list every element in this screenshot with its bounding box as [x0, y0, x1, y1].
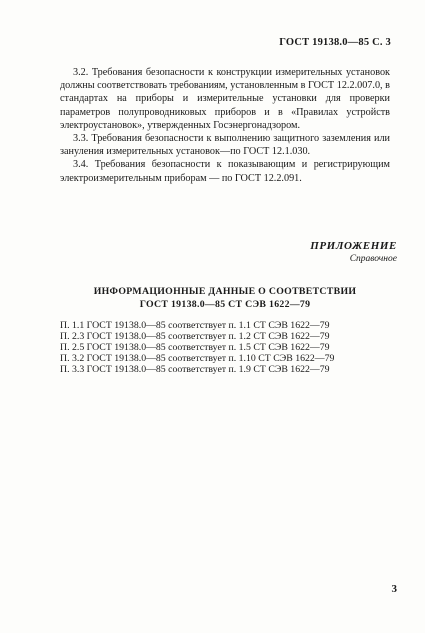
page-header: ГОСТ 19138.0—85 С. 3: [279, 37, 391, 48]
paragraph-3-2: 3.2. Требования безопасности к конструкции измерительных установок должны соответствовать требованиям, установленным в ГОСТ 12.2.007.0, в стандартах на приборы и измерительные установки для проверки параметров полупроводниковых приборов и в «Правилах устройств электроустановок», утвержденных Госэнергонадзором.: [60, 67, 390, 131]
appendix-subtitle: Справочное: [349, 254, 397, 264]
correspondence-row: П. 3.3 ГОСТ 19138.0—85 соответствует п. 1.9 СТ СЭВ 1622—79: [60, 364, 330, 375]
correspondence-row: П. 3.2 ГОСТ 19138.0—85 соответствует п. 1.10 СТ СЭВ 1622—79: [60, 353, 335, 364]
paragraph-3-3: 3.3. Требования безопасности к выполнению защитного заземления или зануления измерительных установок—по ГОСТ 12.1.030.: [60, 133, 390, 158]
correspondence-list: [60, 320, 380, 375]
info-title-line-1: ИНФОРМАЦИОННЫЕ ДАННЫЕ О СООТВЕТСТВИИ: [93, 286, 357, 297]
section-3-body: [60, 66, 390, 185]
correspondence-row: П. 2.5 ГОСТ 19138.0—85 соответствует п. 1.5 СТ СЭВ 1622—79: [60, 342, 330, 353]
paragraph-3-4: 3.4. Требования безопасности к показывающим и регистрирующим электроизмерительным приборам — по ГОСТ 12.2.091.: [60, 159, 390, 184]
info-title-line-2: ГОСТ 19138.0—85 СТ СЭВ 1622—79: [139, 299, 311, 310]
correspondence-row: П. 1.1 ГОСТ 19138.0—85 соответствует п. 1.1 СТ СЭВ 1622—79: [60, 320, 330, 331]
page-number: 3: [391, 583, 397, 595]
info-section-title: [40, 285, 410, 311]
correspondence-row: П. 2.3 ГОСТ 19138.0—85 соответствует п. 1.2 СТ СЭВ 1622—79: [60, 331, 330, 342]
appendix-title: ПРИЛОЖЕНИЕ: [310, 240, 397, 252]
appendix-label: [310, 240, 397, 265]
